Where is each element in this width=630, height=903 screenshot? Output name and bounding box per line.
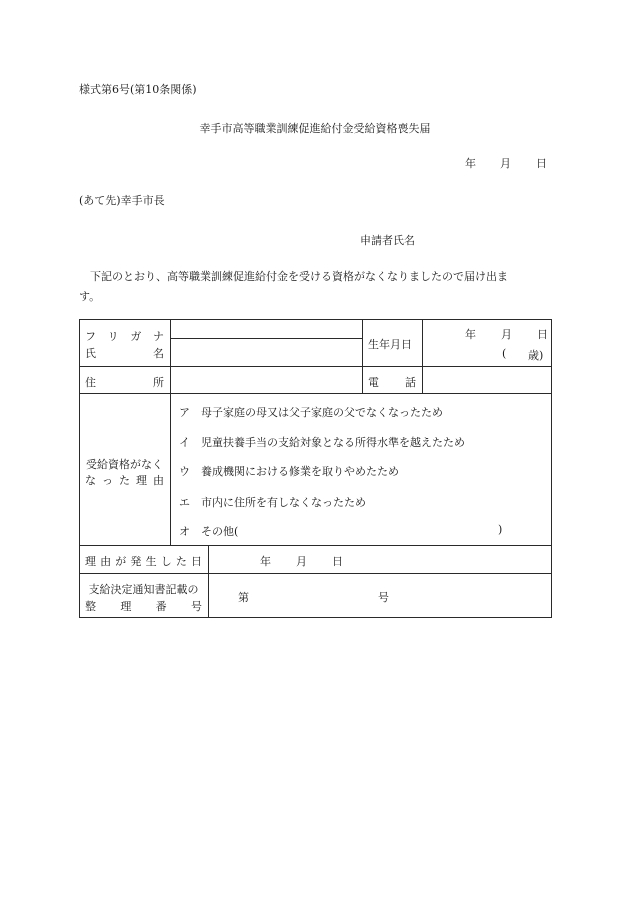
reason-option-a[interactable]: ア 母子家庭の母又は父子家庭の父でなくなったため [179, 406, 443, 419]
row-divider [79, 366, 552, 367]
address-label: 住 所 [85, 376, 164, 389]
reason-label-line2: な っ た 理 由 [85, 474, 164, 487]
reason-option-u[interactable]: ウ 養成機関における修業を取りやめたため [179, 465, 399, 478]
row-divider [79, 573, 552, 574]
reason-option-e[interactable]: エ 市内に住所を有しなくなったため [179, 496, 366, 509]
occurred-year: 年 [260, 555, 271, 568]
notice-prefix: 第 [238, 591, 249, 604]
name-field[interactable] [172, 340, 360, 365]
age-open: ( [502, 347, 507, 360]
form-title: 幸手市高等職業訓練促進給付金受給資格喪失届 [199, 122, 431, 135]
col-divider [422, 319, 423, 393]
row-divider [170, 338, 362, 339]
reason-other-field[interactable] [250, 521, 495, 537]
name-label: 氏 名 [85, 347, 164, 360]
phone-field[interactable] [424, 368, 550, 392]
occurred-date-field[interactable] [210, 547, 550, 572]
col-divider [362, 319, 363, 393]
date-day: 日 [536, 157, 547, 170]
furigana-field[interactable] [172, 321, 360, 337]
reason-label-line1: 受給資格がなく [86, 458, 163, 471]
birthdate-field[interactable] [424, 321, 550, 365]
occurred-day: 日 [332, 555, 343, 568]
reason-other-close: ) [498, 523, 503, 536]
birthdate-label: 生年月日 [368, 338, 412, 351]
date-month: 月 [500, 157, 511, 170]
reason-option-i[interactable]: イ 児童扶養手当の支給対象となる所得水準を越えたため [179, 436, 465, 449]
notice-label-line1: 支給決定通知書記載の [88, 583, 199, 596]
occurred-date-label: 理 由 が 発 生 し た 日 [85, 555, 202, 568]
occurred-month: 月 [296, 555, 307, 568]
col-divider [208, 545, 209, 618]
birth-year: 年 [465, 328, 476, 341]
notice-label-line2: 整 理 番 号 [85, 600, 202, 613]
row-divider [79, 545, 552, 546]
birth-month: 月 [501, 328, 512, 341]
applicant-name-label: 申請者氏名 [360, 234, 415, 247]
notice-suffix: 号 [378, 591, 389, 604]
age-close: 歳) [528, 349, 544, 362]
addressee: (あて先)幸手市長 [79, 194, 165, 207]
address-field[interactable] [172, 368, 360, 392]
intro-text-line1: 下記のとおり、高等職業訓練促進給付金を受ける資格がなくなりましたので届け出ま [90, 270, 508, 283]
furigana-label: フ リ ガ ナ [85, 330, 164, 343]
form-number: 様式第6号(第10条関係) [79, 83, 197, 96]
birth-day: 日 [537, 328, 548, 341]
reason-option-o[interactable]: オ その他( [179, 525, 239, 538]
intro-text-line2: す。 [79, 290, 101, 303]
row-divider [79, 393, 552, 394]
phone-label: 電 話 [368, 376, 416, 389]
col-divider [170, 319, 171, 545]
date-year: 年 [465, 157, 476, 170]
notice-number-field[interactable] [254, 583, 372, 605]
